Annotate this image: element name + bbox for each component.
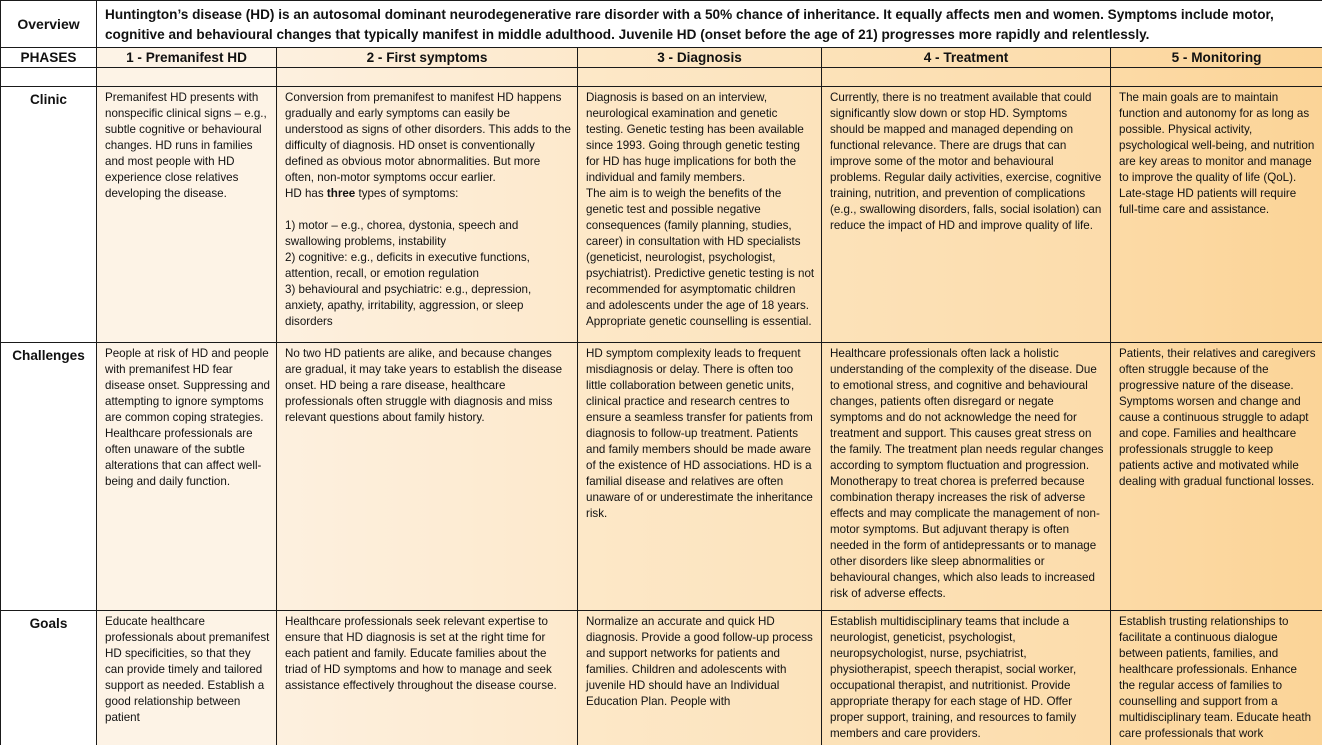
goals-treatment-cell[interactable]: Establish multidisciplinary teams that include a neurologist, geneticist, psychologist, neuropsychologist, nurse, psychiatrist, physiotherapist, speech therapist, social worker, occupational therapist, and nutritionist. Provide appropriate therapy for each stage of HD. Offer proper support, training, and resources to family members and care providers. [822, 611, 1111, 745]
phases-label[interactable]: PHASES [1, 48, 97, 68]
blank-line [285, 202, 571, 218]
symptom-item-behavioural: 3) behavioural and psychiatric: e.g., depression, anxiety, apathy, irritability, aggression, or sleep disorders [285, 283, 532, 328]
challenges-first-symptoms-cell[interactable]: No two HD patients are alike, and because changes are gradual, it may take years to establish the disease onset. HD being a rare disease, healthcare professionals often struggle with diagnosis and miss relevant questions about family history. [277, 343, 578, 611]
symptom-item-motor: 1) motor – e.g., chorea, dystonia, speech and swallowing problems, instability [285, 219, 519, 248]
symptom-types-line [285, 186, 571, 202]
phases-header-row [1, 48, 1322, 68]
challenges-premanifest-cell[interactable]: People at risk of HD and people with premanifest HD fear disease onset. Suppressing and attempting to ignore symptoms are common coping strategies. Healthcare professionals are often unaware of the subtle alterations that can affect well-being and daily function. [97, 343, 277, 611]
goals-first-symptoms-cell[interactable]: Healthcare professionals seek relevant expertise to ensure that HD diagnosis is set at the right time for each patient and family. Educate families about the triad of HD symptoms and how to manage and seek assistance effectively throughout the disease course. [277, 611, 578, 745]
empty-cell[interactable] [822, 68, 1111, 87]
clinic-treatment-cell[interactable]: Currently, there is no treatment available that could significantly slow down or stop HD. Symptoms should be mapped and managed depending on functional relevance. There are drugs that can improve some of the motor and behavioural problems. Regular daily activities, exercise, cognitive training, nutrition, and prevention of complications (e.g., swallowing disorders, falls, social isolation) can reduce the impact of HD and improve quality of life. [822, 87, 1111, 343]
challenges-row [1, 343, 1322, 611]
challenges-monitoring-cell[interactable]: Patients, their relatives and caregivers often struggle because of the progressive nature of the disease. Symptoms worsen and change and cause a continuous struggle to adapt and cope. Families and healthcare professionals struggle to keep patients active and motivated while dealing with gradual functional losses. [1111, 343, 1322, 611]
challenges-treatment-cell[interactable]: Healthcare professionals often lack a holistic understanding of the complexity of the disease. Due to emotional stress, and cognitive and behavioural changes, patients often disregard or negate symptoms and do not acknowledge the need for treatment and support. This causes great stress on the family. The treatment plan needs regular changes according to symptom fluctuation and progression. Monotherapy to treat chorea is preferred because combination therapy increases the risk of adverse effects and may complicate the management of non-motor symptoms. But adjuvant therapy is often needed in the form of antidepressants or to manage other disorders like sleep abnormalities or behavioural changes, which also leads to increased risk of adverse effects. [822, 343, 1111, 611]
phase-header-first-symptoms[interactable]: 2 - First symptoms [277, 48, 578, 68]
empty-cell[interactable] [1, 68, 97, 87]
empty-cell[interactable] [1111, 68, 1322, 87]
empty-cell[interactable] [277, 68, 578, 87]
clinic-diagnosis-para-2: The aim is to weigh the benefits of the genetic test and possible negative consequences (family planning, studies, career) in consultation with HD specialists (geneticist, neurologist, psychologist, psychiatrist). Predictive genetic testing is not recommended for asymptomatic children and adolescents under the age of 18 years. Appropriate genetic counselling is essential. [586, 187, 815, 328]
symptom-types-suffix: types of symptoms: [355, 187, 459, 200]
phase-header-diagnosis[interactable]: 3 - Diagnosis [578, 48, 822, 68]
clinic-diagnosis-para-1: Diagnosis is based on an interview, neurological examination and genetic testing. Genetic testing has been available since 1993. Going through genetic testing for HD has huge implications for both the individual and family members. [586, 91, 804, 184]
goals-diagnosis-cell[interactable]: Normalize an accurate and quick HD diagnosis. Provide a good follow-up process and support networks for patients and families. Children and adolescents with juvenile HD should have an Individual Education Plan. People with [578, 611, 822, 745]
clinic-row [1, 87, 1322, 343]
phase-header-monitoring[interactable]: 5 - Monitoring [1111, 48, 1322, 68]
row-label-clinic[interactable]: Clinic [1, 87, 97, 343]
goals-monitoring-cell[interactable]: Establish trusting relationships to facilitate a continuous dialogue between patients, families, and healthcare professionals. Enhance the regular access of families to counselling and support from a multidisciplinary team. Educate heath care professionals that work [1111, 611, 1322, 745]
empty-cell[interactable] [578, 68, 822, 87]
overview-text[interactable]: Huntington’s disease (HD) is an autosomal dominant neurodegenerative rare disorder with a 50% chance of inheritance. It equally affects men and women. Symptoms include motor, cognitive and behavioural changes that typically manifest in middle adulthood. Juvenile HD (onset before the age of 21) progresses more rapidly and relentlessly. [97, 1, 1322, 48]
clinic-monitoring-cell[interactable]: The main goals are to maintain function and autonomy for as long as possible. Physical activity, psychological well-being, and nutrition are key areas to monitor and manage to improve the quality of life (QoL). Late-stage HD patients will require full-time care and assistance. [1111, 87, 1322, 343]
row-label-goals[interactable]: Goals [1, 611, 97, 745]
clinic-premanifest-cell[interactable]: Premanifest HD presents with nonspecific clinical signs – e.g., subtle cognitive or behavioural changes. HD runs in families and most people with HD experience close relatives developing the disease. [97, 87, 277, 343]
symptom-item-cognitive: 2) cognitive: e.g., deficits in executive functions, attention, recall, or emotion regulation [285, 251, 530, 280]
clinic-diagnosis-cell[interactable] [578, 87, 822, 343]
clinic-first-symptoms-intro: Conversion from premanifest to manifest HD happens gradually and early symptoms can easily be understood as signs of other disorders. This adds to the difficulty of diagnosis. HD onset is conventionally defined as obvious motor abnormalities. But more often, non-motor symptoms occur earlier. [285, 91, 571, 184]
symptom-types-bold: three [326, 187, 356, 200]
goals-row [1, 611, 1322, 745]
challenges-diagnosis-cell[interactable]: HD symptom complexity leads to frequent misdiagnosis or delay. There is often too little collaboration between genetic units, clinical practice and research centres to ensure a seamless transfer for patients from diagnosis to follow-up treatment. Patients and family members should be made aware of the existence of HD associations. HD is a familial disease and relatives are often unaware of or underestimate the inheritance risk. [578, 343, 822, 611]
overview-row [1, 1, 1322, 48]
phase-header-treatment[interactable]: 4 - Treatment [822, 48, 1111, 68]
empty-cell[interactable] [97, 68, 277, 87]
phase-header-premanifest[interactable]: 1 - Premanifest HD [97, 48, 277, 68]
empty-row [1, 68, 1322, 87]
goals-premanifest-cell[interactable]: Educate healthcare professionals about premanifest HD specificities, so that they can provide timely and tailored support as needed. Establish a good relationship between patient [97, 611, 277, 745]
clinic-first-symptoms-cell[interactable] [277, 87, 578, 343]
symptom-types-prefix: HD has [285, 187, 327, 200]
row-label-challenges[interactable]: Challenges [1, 343, 97, 611]
overview-label[interactable]: Overview [1, 1, 97, 48]
